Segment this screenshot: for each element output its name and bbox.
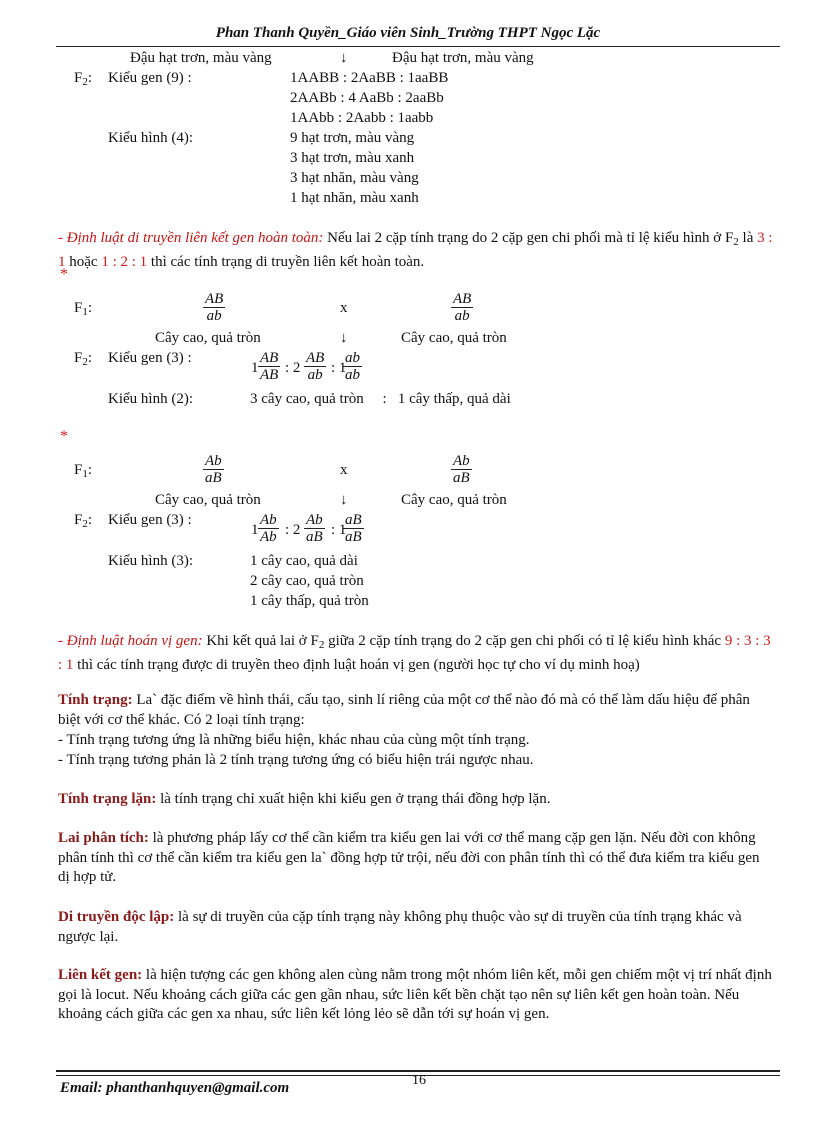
- cross-arrow: ↓: [340, 330, 348, 346]
- genotype-row: 1AABB : 2AaBB : 1aaBB: [290, 70, 449, 86]
- phenotype-row: 2 cây cao, quả tròn: [250, 573, 364, 589]
- footer-email: Email: phanthanhquyen@gmail.com: [60, 1080, 290, 1096]
- parent1-genotype: $\frac{Ab}{aB}$: [205, 453, 222, 486]
- parent-right-phenotype: Cây cao, quả tròn: [401, 330, 507, 346]
- genotype-label: Kiểu gen (3) :: [108, 512, 192, 528]
- f2-label: $F_2$:: [74, 350, 93, 368]
- page-header-title: Phan Thanh Quyền_Giáo viên Sinh_Trường THPT Ngọc Lặc: [215, 25, 601, 41]
- bullet-star: *: [60, 266, 68, 283]
- genotype-coef: : 1: [331, 522, 347, 538]
- parent1-genotype: $\frac{AB}{ab}$: [205, 291, 224, 324]
- linked-law-paragraph: - Định luật di truyền liên kết gen hoàn toàn: Nếu lai 2 cặp tính trạng do 2 cặp gen chi phối mà tỉ lệ kiểu hình ở $F_2$ là 3 : 1 hoặc 1 : 2 : 1 thì các tính trạng di truyền liên kết hoàn toàn.: [58, 230, 773, 270]
- genotype-coef: : 2: [285, 360, 301, 376]
- parent-left-phenotype: Đậu hạt trơn, màu vàng: [130, 50, 272, 66]
- phenotype-ratio: 3 cây cao, quả tròn : 1 cây thấp, quả dài: [250, 391, 511, 407]
- genotype-coef: : 1: [331, 360, 347, 376]
- phenotype-label: Kiểu hình (2):: [108, 391, 193, 407]
- genotype-coef: 1: [251, 522, 259, 538]
- definition-lien-ket-gen: Liên kết gen: là hiện tượng các gen không alen cùng nằm trong một nhóm liên kết, mỗi gen chiếm một vị trí nhất định gọi là locut. Nếu khoảng cách giữa các gen gần nhau, sức liên kết bền chặt tạo nên sự liên kết gen hoàn toàn. Nếu khoảng cách giữa các gen xa nhau, sức liên kết lỏng lẻo sẽ dẫn tới sự hoán vị gen.: [58, 967, 772, 1022]
- cross-arrow: ↓: [340, 50, 348, 66]
- f1-label: $F_1$:: [74, 462, 93, 480]
- genotype-fraction: $\frac{ab}{ab}$: [345, 350, 360, 383]
- parent-right-phenotype: Đậu hạt trơn, màu vàng: [392, 50, 534, 66]
- f1-label: $F_1$:: [74, 300, 93, 318]
- definition-line: - Tính trạng tương phản là 2 tính trạng tương ứng có biểu hiện trái ngược nhau.: [58, 752, 534, 768]
- bullet-star: *: [60, 428, 68, 445]
- parent2-genotype: $\frac{Ab}{aB}$: [453, 453, 470, 486]
- phenotype-row: 1 hạt nhăn, màu xanh: [290, 190, 419, 206]
- phenotype-label: Kiểu hình (3):: [108, 553, 193, 569]
- definition-lai-phan-tich: Lai phân tích: là phương pháp lấy cơ thể cần kiểm tra kiểu gen lai với cơ thể mang cặp gen lặn. Nếu đời con không phân tính thì cơ thể cần kiểm tra kiểu gen la` đồng hợp tử trội, nếu đời con phân tính thì có thể đưa kiểm tra kiểu gen dị hợp tử.: [58, 830, 760, 885]
- genotype-fraction: $\frac{aB}{aB}$: [345, 512, 362, 545]
- parent-right-phenotype: Cây cao, quả tròn: [401, 492, 507, 508]
- page-number: 16: [412, 1073, 426, 1088]
- phenotype-row: 3 hạt nhăn, màu vàng: [290, 170, 419, 186]
- phenotype-row: 9 hạt trơn, màu vàng: [290, 130, 415, 146]
- f2-label: $F_2$:: [74, 70, 93, 88]
- cross-symbol: x: [340, 462, 348, 478]
- genotype-label: Kiểu gen (3) :: [108, 350, 192, 366]
- genotype-fraction: $\frac{Ab}{aB}$: [306, 512, 323, 545]
- parent-left-phenotype: Cây cao, quả tròn: [155, 492, 261, 508]
- definition-line: - Tính trạng tương ứng là những biểu hiện, khác nhau của cùng một tính trạng.: [58, 732, 530, 748]
- genotype-coef: 1: [251, 360, 259, 376]
- f2-label: $F_2$:: [74, 512, 93, 530]
- genotype-fraction: $\frac{Ab}{Ab}$: [260, 512, 277, 545]
- genotype-fraction: $\frac{AB}{ab}$: [306, 350, 325, 383]
- phenotype-row: 1 cây cao, quả dài: [250, 553, 358, 569]
- phenotype-label: Kiểu hình (4):: [108, 130, 193, 146]
- definition-tinh-trang: Tính trạng: La` đặc điểm về hình thái, cấu tạo, sinh lí riêng của một cơ thể nào đó mà có thể làm dấu hiệu để phân biệt với cơ thể khác. Có 2 loại tính trạng:: [58, 692, 750, 728]
- definition-di-truyen-doc-lap: Di truyền độc lập: là sự di truyền của cặp tính trạng này không phụ thuộc vào sự di truyền của tính trạng khác và ngược lại.: [58, 909, 742, 945]
- genotype-coef: : 2: [285, 522, 301, 538]
- genotype-fraction: $\frac{AB}{AB}$: [260, 350, 279, 383]
- genotype-row: 2AABb : 4 AaBb : 2aaBb: [290, 90, 444, 106]
- phenotype-row: 3 hạt trơn, màu xanh: [290, 150, 415, 166]
- genotype-row: 1AAbb : 2Aabb : 1aabb: [290, 110, 434, 126]
- cross-arrow: ↓: [340, 492, 348, 508]
- header-divider: [56, 46, 780, 47]
- recombination-law-paragraph: - Định luật hoán vị gen: Khi kết quả lai ở $F_2$ giữa 2 cặp tính trạng do 2 cặp gen chi phối có tỉ lệ kiểu hình khác 9 : 3 : 3 : 1 thì các tính trạng được di truyền theo định luật hoán vị gen (người học tự cho ví dụ minh hoạ): [58, 633, 771, 673]
- parent2-genotype: $\frac{AB}{ab}$: [453, 291, 472, 324]
- footer-divider: [56, 1070, 780, 1072]
- genotype-label: Kiểu gen (9) :: [108, 70, 192, 86]
- cross-symbol: x: [340, 300, 348, 316]
- phenotype-row: 1 cây thấp, quả tròn: [250, 593, 369, 609]
- parent-left-phenotype: Cây cao, quả tròn: [155, 330, 261, 346]
- definition-tinh-trang-lan: Tính trạng lặn: là tính trạng chỉ xuất hiện khi kiểu gen ở trạng thái đồng hợp lặn.: [58, 791, 551, 807]
